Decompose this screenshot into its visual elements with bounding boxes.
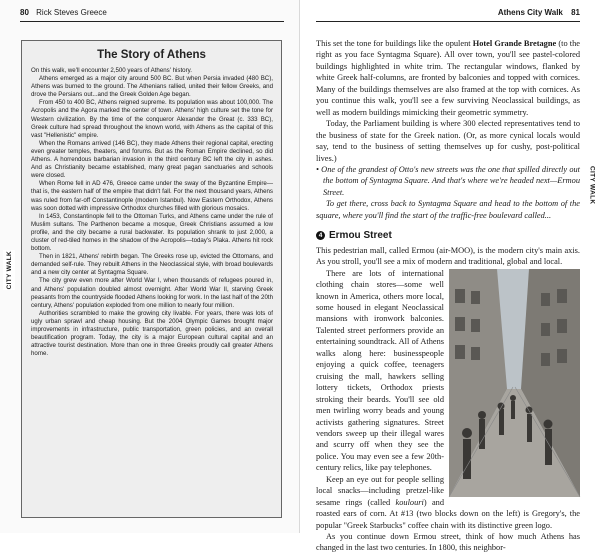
- hotel-name: Hotel Grande Bretagne: [472, 39, 557, 48]
- right-side-tab-label: CITY WALK: [588, 165, 596, 205]
- sidebar-paragraph: Authorities scrambled to make the growing city livable. For years, there was lots of ugly urban sprawl and cheap housing. But the 2004 Olympic Games brought major improvements in infrastructure, public transportation, green policies, and an overall beautification program. Today, the city is a major European cultural capital and an attractive tourist destination. More than one in three Greeks proudly call greater Athens home.: [31, 309, 273, 358]
- sidebar-paragraph: The city grew even more after World War I, when thousands of refugees poured in, and Athens' population doubled almost overnight. After World War II, starving Greek peasants from the countryside flooded Athens looking for work. In the last half of the 20th century, Athens' population exploded from one million to nearly four million.: [31, 277, 273, 309]
- koulouri-term: koulouri: [395, 497, 424, 507]
- left-side-tab-label: CITY WALK: [5, 250, 13, 290]
- right-page: [300, 0, 600, 553]
- sidebar-paragraph: Then in 1821, Athens' rebirth began. The Greeks rose up, evicted the Ottomans, and demanded self-rule. They rebuilt Athens in the Neoclassical style, with broad boulevards and a new city center at Syntagma Square.: [31, 253, 273, 277]
- sidebar-paragraph: In 1453, Constantinople fell to the Ottoman Turks, and Athens came under the rule of Muslim sultans. The Parthenon became a mosque, Greek Christians assumed a low profile, and the city became a rural backwater. Its population shrank to just 2,000, a cluster of red-tiled homes in the shadow of the Acropolis—today's Plaka. Athens hit rock bottom.: [31, 212, 273, 253]
- right-body-text: [316, 38, 580, 554]
- intro-paragraph: This set the tone for buildings like the opulent Hotel Grande Bretagne (to the right as you face Syntagma Square). All over town, you'll see pastel-colored buildings highlighted in white trim. The rectangular windows, flanked by white Greek half-columns, are fronted by balconies and topped with cornices. Many of the buildings themselves are also framed at the top with cornices. As you continue this walk, you'll see a few surviving Neoclassical buildings, as well as modern buildings mimicking their geometric symmetry.: [316, 39, 580, 117]
- history-paragraph: As you continue down Ermou street, think of how much Athens has changed in the last two centuries. In 1800, this neighbor-: [316, 532, 580, 553]
- walk-cue: • One of the grandest of Otto's new streets was the one that spilled directly out the bottom of Syntagma Square. And that's where we're headed next—Ermou Street.: [316, 164, 580, 197]
- left-page-number: 80: [20, 8, 29, 17]
- right-side-tab: [586, 165, 598, 205]
- sidebar-paragraph: Athens emerged as a major city around 500 BC. But when Persia invaded (480 BC), Athens was burned to the ground. The Athenians rallied, united their fellow Greeks, and drove the Persians out...and the Greek Golden Age began.: [31, 75, 273, 99]
- left-side-tab: [3, 250, 15, 290]
- right-running-head: [498, 8, 580, 17]
- sidebar-title: The Story of Athens: [97, 49, 206, 61]
- walk-directions: To get there, cross back to Syntagma Square and head to the bottom of the square, where you'll find the start of the traffic-free boulevard called...: [316, 199, 580, 220]
- ermou-street-heading: [316, 230, 580, 241]
- right-header-rule: [316, 21, 580, 22]
- stop-number-badge: 4: [316, 231, 325, 240]
- sidebar-body: [22, 67, 281, 358]
- sidebar-paragraph: On this walk, we'll encounter 2,500 years of Athens' history.: [31, 67, 192, 74]
- left-page: [0, 0, 300, 533]
- section-running-title: Athens City Walk: [497, 8, 563, 17]
- sidebar-paragraph: When the Romans arrived (146 BC), they made Athens their regional capital, erecting even greater temples, theaters, and forums. But as the Roman Empire declined, so did Athens. A horrendous barbarian invasion in the third century BC left the city in ashes. And as Christianity became established, many great pagan sanctuaries and schools were closed.: [31, 139, 273, 180]
- left-header-rule: [20, 21, 284, 22]
- sidebar-paragraph: From 450 to 400 BC, Athens reigned supreme. Its population was about 100,000. The Acropolis and the Agora marked the center of town. Athens' high culture set the tone for Western civilization. By the time of the conqueror Alexander the Great (c. 333 BC), Greek culture had spread throughout the known world, with Athens as the capital of this vast "Hellenistic" empire.: [31, 99, 273, 139]
- snacks-paragraph: Keep an eye out for people selling local snacks—including pretzel-like sesame rings (called koulouri) and roasted ears of corn. At #13 (two blocks down on the left) is Gregory's, the popular "Greek Starbucks" coffee chain with its distinctive green logo.: [316, 474, 580, 530]
- book-title: Rick Steves Greece: [36, 8, 107, 17]
- sidebar-paragraph: When Rome fell in AD 476, Greece came under the sway of the Byzantine Empire—that is, the eastern half of the empire that didn't fall. For the next thousand years, Athens was ruled from far-off Constantinople (modern Istanbul). Now Eastern Orthodox, Athens was soon dotted with impressive Orthodox churches filled with glorious mosaics.: [31, 180, 273, 212]
- left-running-head: [20, 8, 107, 17]
- parliament-paragraph: Today, the Parliament building is where 300 elected representatives tend to the business of state for the Greek nation. (Or, as more cynical locals would say, tend to the business of setting themselves up for cushy, post-political lives.): [316, 119, 580, 163]
- ermou-paragraph: This pedestrian mall, called Ermou (air-MOO), is the modern city's main axis. As you stroll, you'll see a mix of modern and traditional, global and local.: [316, 245, 580, 267]
- section-heading-text: Ermou Street: [329, 230, 392, 242]
- ermou-paragraph: There are lots of international clothing chain stores—some well known in America, others more local, some housed in elegant Neoclassical mansions with ironwork balconies. Talented street performers provide an entertaining soundtrack. All of Athens walks along here: businesspeople enjoying a quick coffee, teenagers cruising the mall, hawkers selling lottery tickets, Orthodox priests stroking their beards. You'll see old men twirling worry beads and young activists gathering signatures. Street vendors sweep up their illegal wares and scurry off when they see the police. You may even see a few 20th-century relics, like pay telephones.: [316, 268, 444, 473]
- right-page-number: 81: [571, 8, 580, 17]
- ermou-street-photo: [449, 269, 580, 497]
- story-of-athens-sidebar: [21, 40, 282, 518]
